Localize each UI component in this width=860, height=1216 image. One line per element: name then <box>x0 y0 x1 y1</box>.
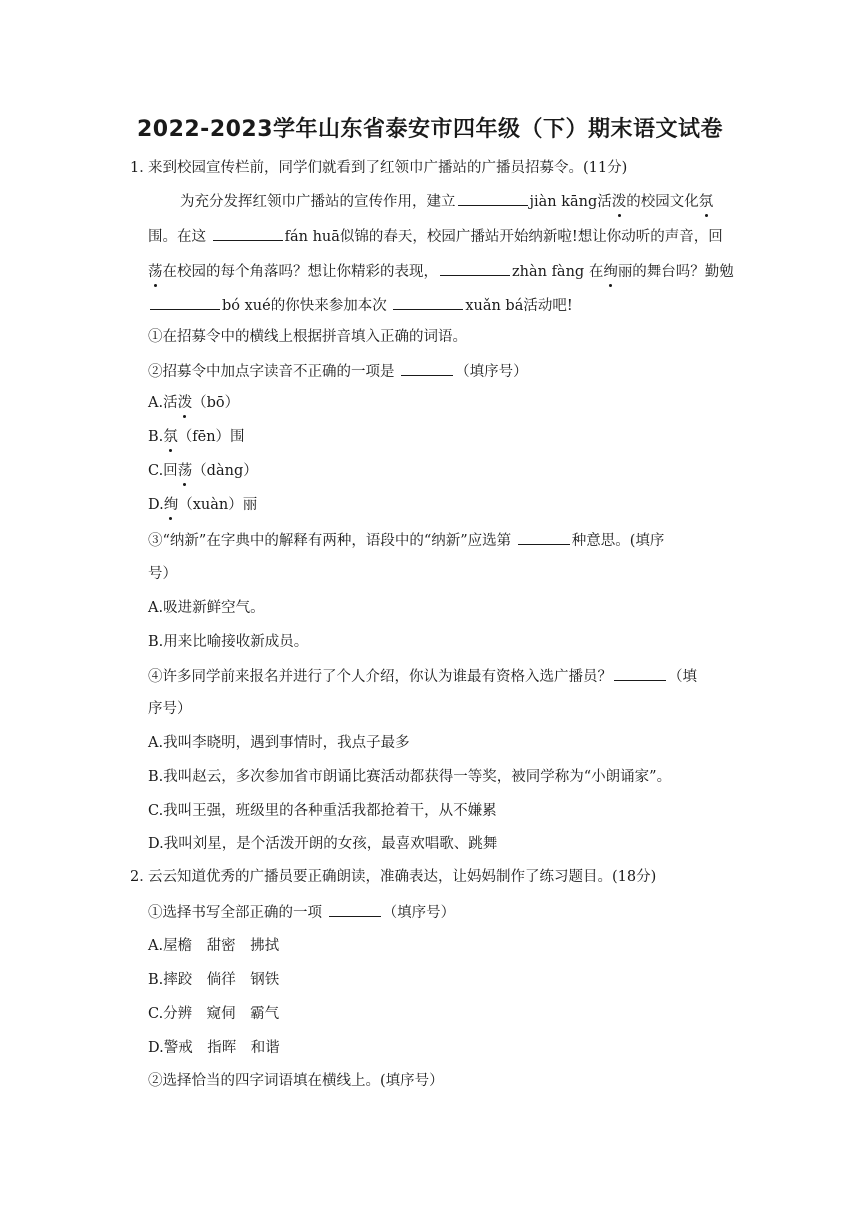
answer-blank[interactable] <box>393 295 463 310</box>
option-a: A.我叫李晓明，遇到事情时，我点子最多 <box>148 735 410 751</box>
sub-question-2: ②选择恰当的四字词语填在横线上。(填序号） <box>148 1073 444 1089</box>
pinyin-hint: bó xué <box>222 298 271 314</box>
answer-blank[interactable] <box>458 191 528 206</box>
answer-blank[interactable] <box>614 666 666 681</box>
exam-title: 2022-2023学年山东省泰安市四年级（下）期末语文试卷 <box>136 117 724 142</box>
answer-blank[interactable] <box>213 226 283 241</box>
dotted-char: 荡 <box>148 264 163 280</box>
dotted-char: 氛 <box>163 429 178 445</box>
passage-text: 活 <box>597 194 612 210</box>
passage-text: 丽的舞台吗？勤勉 <box>617 264 734 280</box>
pinyin-hint: jiàn kāng <box>529 194 598 210</box>
sub-question-text: ②招募令中加点字读音不正确的一项是 <box>148 364 395 380</box>
option-b: B.摔跤 倘徉 钢铁 <box>148 972 280 988</box>
pinyin-hint: fán huā <box>284 229 340 245</box>
sub-question-2 <box>148 361 528 382</box>
option-c: C.分辨 窥伺 霸气 <box>148 1006 280 1022</box>
sub-question-4-cont: 序号） <box>148 701 192 717</box>
dotted-char: 绚 <box>163 497 179 513</box>
option-d: D.我叫刘星，是个活泼开朗的女孩，最喜欢唱歌、跳舞 <box>148 836 498 852</box>
sub-question-text: ④许多同学前来报名并进行了个人介绍，你认为谁最有资格入选广播员？ <box>148 669 612 685</box>
dotted-char: 绚 <box>603 264 618 280</box>
sub-question-hint: 种意思。(填序 <box>571 533 665 549</box>
passage-text: 似锦的春天，校园广播站开始纳新啦!想让你动听的声音，回 <box>339 229 723 245</box>
passage-text: 在校园的每个角落吗？想让你精彩的表现， <box>162 264 438 280</box>
question-text: 云云知道优秀的广播员要正确朗读，准确表达，让妈妈制作了练习题目。(18分) <box>148 869 657 885</box>
sub-question-hint: （填 <box>668 669 697 685</box>
answer-blank[interactable] <box>518 530 570 545</box>
option-b: B.我叫赵云，多次参加省市朗诵比赛活动都获得一等奖，被同学称为“小朗诵家”。 <box>148 769 672 785</box>
option-b: B.用来比喻接收新成员。 <box>148 634 309 650</box>
option-a: A.屋檐 甜密 拂拭 <box>148 938 280 954</box>
passage-line-2 <box>148 226 723 247</box>
sub-question-text: ③“纳新”在字典中的解释有两种，语段中的“纳新”应选第 <box>148 533 512 549</box>
passage-line-4 <box>148 295 573 316</box>
passage-text: 为充分发挥红领巾广播站的宣传作用，建立 <box>180 194 456 210</box>
passage-text: 的你快来参加本次 <box>270 298 387 314</box>
option-a: A.吸进新鲜空气。 <box>148 600 265 616</box>
passage-text: 在 <box>588 264 604 280</box>
question-number: 2． <box>130 869 154 885</box>
answer-blank[interactable] <box>329 902 381 917</box>
question-1-stem <box>130 158 627 178</box>
sub-question-3-cont: 号） <box>148 566 177 582</box>
option-c: C.回荡（dàng） <box>148 463 258 479</box>
answer-blank[interactable] <box>150 295 220 310</box>
option-b: B.氛（fēn）围 <box>148 429 245 445</box>
pinyin-hint: xuǎn bá <box>465 298 524 314</box>
answer-blank[interactable] <box>440 261 510 276</box>
dotted-char: 荡 <box>177 463 193 479</box>
option-a: A.活泼（bō） <box>148 395 240 411</box>
dotted-char: 泼 <box>177 395 193 411</box>
pinyin-hint: zhàn fàng <box>512 264 585 280</box>
question-2-stem <box>130 867 656 887</box>
sub-question-3 <box>148 530 664 551</box>
sub-question-hint: （填序号） <box>455 364 528 380</box>
sub-question-text: ①选择书写全部正确的一项 <box>148 905 322 921</box>
passage-line-3 <box>148 261 734 282</box>
option-c: C.我叫王强，班级里的各种重活我都抢着干，从不嫌累 <box>148 803 497 819</box>
option-d: D.警戒 指晖 和谐 <box>148 1040 280 1056</box>
passage-text: 的校园文化 <box>626 194 699 210</box>
sub-question-4 <box>148 666 697 687</box>
sub-question-1 <box>148 902 455 923</box>
question-text: 来到校园宣传栏前，同学们就看到了红领巾广播站的广播员招募令。(11分) <box>148 160 628 176</box>
passage-line-1 <box>180 191 713 212</box>
sub-question-hint: （填序号） <box>382 905 456 921</box>
dotted-char: 泼 <box>611 194 627 210</box>
passage-text: 活动吧! <box>523 298 573 314</box>
sub-question-1: ①在招募令中的横线上根据拼音填入正确的词语。 <box>148 329 467 345</box>
dotted-char: 氛 <box>698 194 714 210</box>
question-number: 1． <box>130 160 154 176</box>
passage-text: 围。在这 <box>148 229 206 245</box>
answer-blank[interactable] <box>401 361 453 376</box>
option-d: D.绚（xuàn）丽 <box>148 497 258 513</box>
